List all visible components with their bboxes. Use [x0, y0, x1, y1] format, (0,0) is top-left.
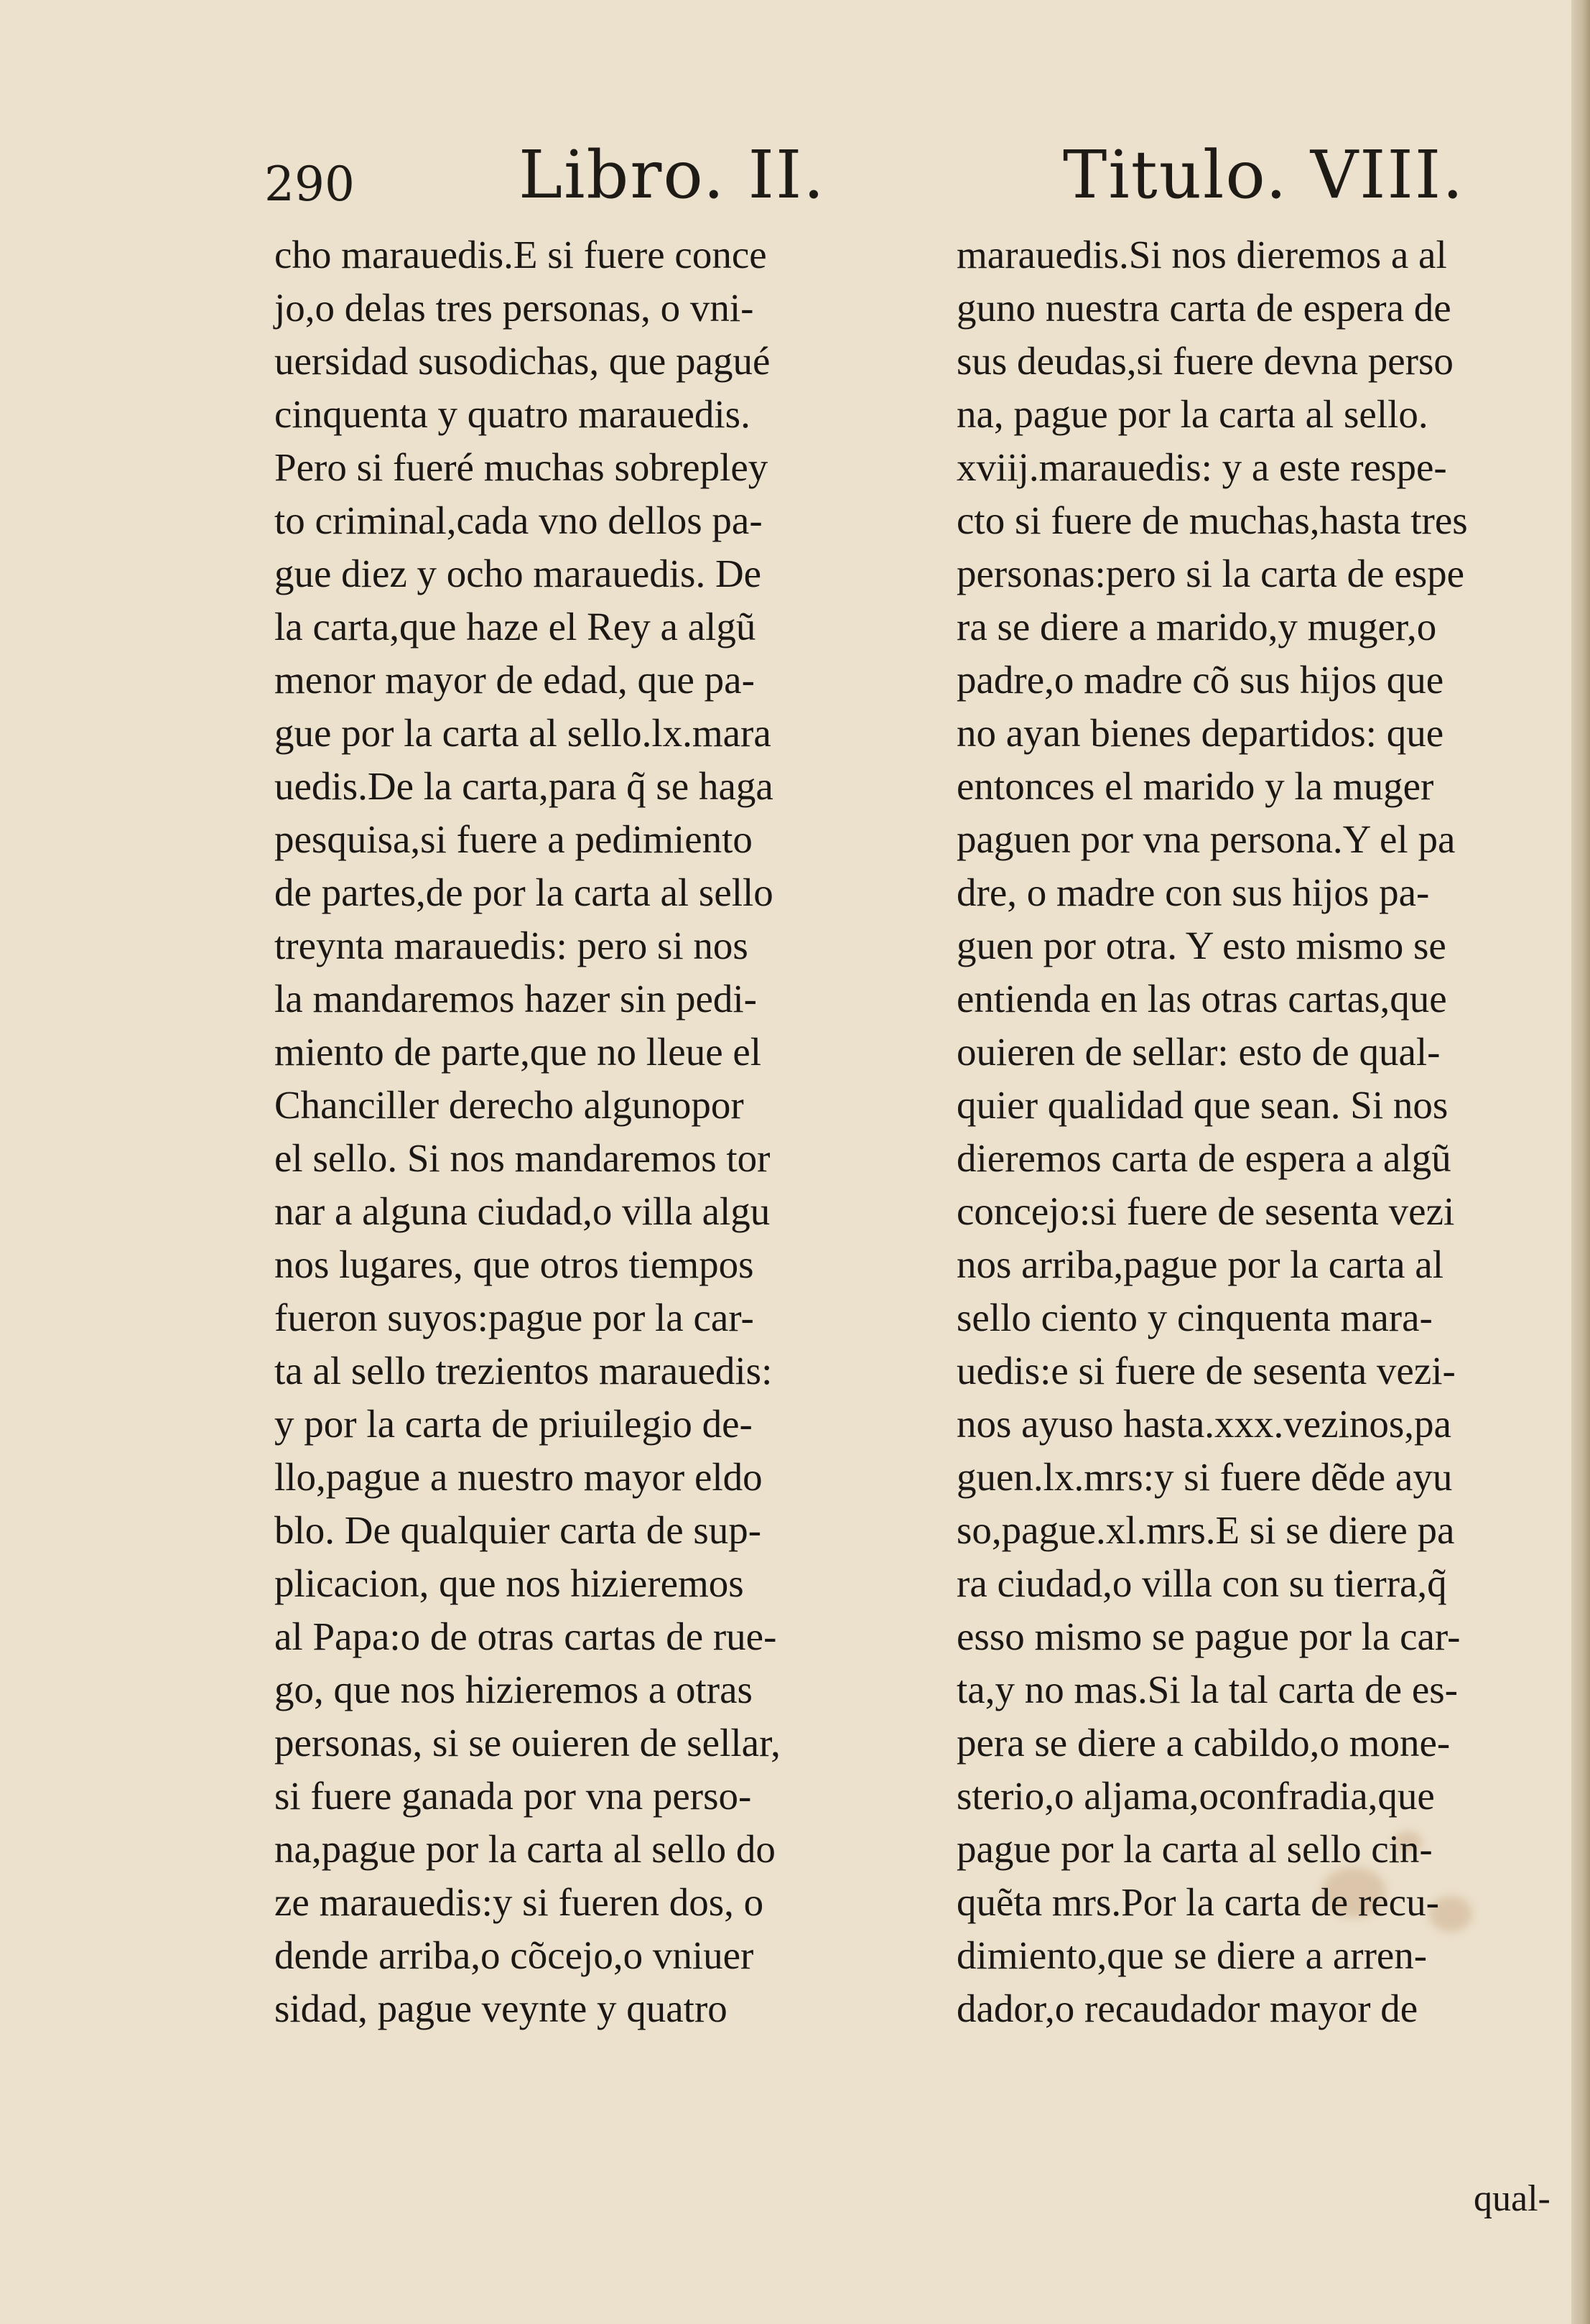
text-line: cho marauedis.E si fuere conce	[274, 233, 767, 276]
text-line: ta al sello trezientos marauedis:	[274, 1349, 773, 1393]
text-line: nos ayuso hasta.xxx.vezinos,pa	[957, 1402, 1451, 1446]
text-line: no ayan bienes departidos: que	[957, 711, 1444, 755]
text-line: sidad, pague veynte y quatro	[274, 1986, 727, 2030]
text-line: si fuere ganada por vna perso-	[274, 1774, 752, 1818]
text-line: uersidad susodichas, que pagué	[274, 339, 771, 383]
text-line: paguen por vna persona.Y el pa	[957, 817, 1456, 861]
text-line: na, pague por la carta al sello.	[957, 392, 1428, 436]
text-line: treynta marauedis: pero si nos	[274, 924, 748, 967]
text-line: sus deudas,si fuere devna perso	[957, 339, 1454, 383]
text-line: sterio,o aljama,oconfradia,que	[957, 1774, 1435, 1818]
text-line: Pero si fueré muchas sobrepley	[274, 445, 768, 489]
text-line: la mandaremos hazer sin pedi-	[274, 977, 757, 1021]
text-line: dieremos carta de espera a algũ	[957, 1136, 1451, 1180]
text-line: blo. De qualquier carta de sup-	[274, 1508, 762, 1552]
text-line: dador,o recaudador mayor de	[957, 1986, 1418, 2030]
text-line: entienda en las otras cartas,que	[957, 977, 1447, 1021]
text-line: esso mismo se pague por la car-	[957, 1614, 1461, 1658]
text-line: concejo:si fuere de sesenta vezi	[957, 1189, 1455, 1233]
text-line: xviij.marauedis: y a este respe-	[957, 445, 1447, 489]
text-line: ouieren de sellar: esto de qual-	[957, 1030, 1441, 1074]
text-line: personas:pero si la carta de espe	[957, 552, 1465, 595]
text-line: dimiento,que se diere a arren-	[957, 1933, 1428, 1977]
text-line: entonces el marido y la muger	[957, 764, 1434, 808]
text-line: llo,pague a nuestro mayor eldo	[274, 1455, 763, 1499]
text-line: pera se diere a cabildo,o mone-	[957, 1721, 1451, 1765]
text-line: so,pague.xl.mrs.E si se diere pa	[957, 1508, 1455, 1552]
text-line: padre,o madre cõ sus hijos que	[957, 658, 1444, 702]
catchword: qual-	[1474, 2178, 1551, 2219]
text-line: gue por la carta al sello.lx.mara	[274, 711, 771, 755]
text-line: marauedis.Si nos dieremos a al	[957, 233, 1447, 276]
text-line: ze marauedis:y si fueren dos, o	[274, 1880, 764, 1924]
text-line: guen.lx.mrs:y si fuere dẽde ayu	[957, 1455, 1453, 1499]
text-line: guen por otra. Y esto mismo se	[957, 924, 1446, 967]
text-line: nos arriba,pague por la carta al	[957, 1242, 1443, 1286]
text-line: quier qualidad que sean. Si nos	[957, 1083, 1449, 1127]
text-line: plicacion, que nos hizieremos	[274, 1561, 744, 1605]
text-line: pague por la carta al sello cin-	[957, 1827, 1433, 1871]
text-line: to criminal,cada vno dellos pa-	[274, 498, 763, 542]
text-line: ta,y no mas.Si la tal carta de es-	[957, 1668, 1458, 1711]
text-line: fueron suyos:pague por la car-	[274, 1296, 754, 1339]
text-line: personas, si se ouieren de sellar,	[274, 1721, 781, 1765]
text-line: gue diez y ocho marauedis. De	[274, 552, 762, 595]
text-line: go, que nos hizieremos a otras	[274, 1668, 753, 1711]
text-line: dre, o madre con sus hijos pa-	[957, 870, 1430, 914]
text-line: pesquisa,si fuere a pedimiento	[274, 817, 753, 861]
text-line: sello ciento y cinquenta mara-	[957, 1296, 1433, 1339]
text-line: uedis:e si fuere de sesenta vezi-	[957, 1349, 1456, 1393]
page-edge	[1571, 0, 1590, 2324]
text-line: Chanciller derecho algunopor	[274, 1083, 744, 1127]
text-line: miento de parte,que no lleue el	[274, 1030, 762, 1074]
text-line: cto si fuere de muchas,hasta tres	[957, 498, 1468, 542]
text-line: menor mayor de edad, que pa-	[274, 658, 755, 702]
text-line: jo,o delas tres personas, o vni-	[274, 286, 754, 330]
text-line: dende arriba,o cõcejo,o vniuer	[274, 1933, 754, 1977]
text-line: guno nuestra carta de espera de	[957, 286, 1451, 330]
text-line: el sello. Si nos mandaremos tor	[274, 1136, 771, 1180]
text-line: ra se diere a marido,y muger,o	[957, 605, 1437, 649]
text-line: nos lugares, que otros tiempos	[274, 1242, 754, 1286]
text-line: quẽta mrs.Por la carta de recu-	[957, 1880, 1439, 1924]
text-line: la carta,que haze el Rey a algũ	[274, 605, 756, 649]
text-line: nar a alguna ciudad,o villa algu	[274, 1189, 771, 1233]
text-line: al Papa:o de otras cartas de rue-	[274, 1614, 777, 1658]
book-heading: Libro. II.	[519, 136, 826, 213]
text-line: y por la carta de priuilegio de-	[274, 1402, 753, 1446]
folio-number: 290	[264, 157, 355, 212]
text-line: cinquenta y quatro marauedis.	[274, 392, 750, 436]
right-column	[957, 228, 1560, 2035]
text-line: ra ciudad,o villa con su tierra,q̃	[957, 1561, 1447, 1605]
text-line: na,pague por la carta al sello do	[274, 1827, 776, 1871]
text-line: de partes,de por la carta al sello	[274, 870, 773, 914]
running-header	[0, 136, 1590, 215]
text-line: uedis.De la carta,para q̃ se haga	[274, 764, 773, 808]
title-heading: Titulo. VIII.	[1063, 136, 1465, 213]
left-column	[274, 228, 905, 2035]
